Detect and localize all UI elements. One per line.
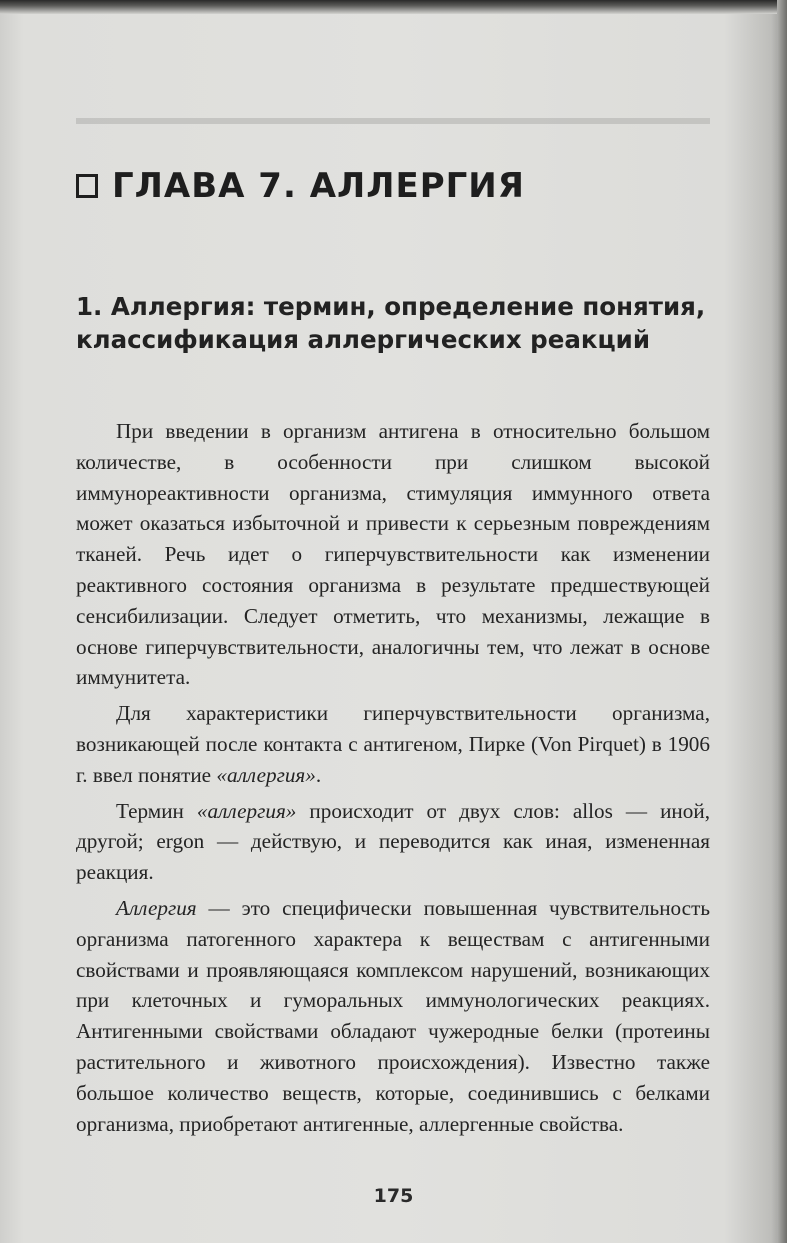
paragraph-4-text: — это специфически повышенная чувствительность организма патогенного характера к веществам с антигенными свойствами и проявляющаяся комплексом нарушений, возникающих при клеточных и гуморальных иммунологических реакциях. Антигенными свойствами обладают чужеродные белки (протеины растительного и животного происхождения). Известно также большое количество веществ, которые, соединившись с белками организма, приобретают антигенные, аллергенные свойства. [76, 895, 710, 1136]
page-number: 175 [373, 1185, 414, 1207]
paragraph-2 [76, 698, 710, 790]
paragraph-3-start: Термин [116, 798, 197, 823]
term-allergy: «аллергия» [216, 762, 316, 787]
header-rule [76, 118, 710, 124]
paragraph-2-end: . [315, 762, 322, 787]
term-allergy: «аллергия» [196, 798, 297, 823]
paragraph-1: При введении в организм антигена в относительно большом количестве, в особенности при слишком высокой иммунореактивности организма, стимуляция иммунного ответа может оказаться избыточной и привести к серьезным повреждениям тканей. Речь идет о гиперчувствительности как изменении реактивного состояния организма в результате предшествующей сенсибилизации. Следует отметить, что механизмы, лежащие в основе гиперчувствительности, аналогичны тем, что лежат в основе иммунитета. [76, 419, 710, 690]
paragraph-2-text: Для характеристики гиперчувствительности организма, возникающей после контакта с антигеном, Пирке (Von Pirquet) в 1906 г. ввел понятие [76, 701, 710, 787]
paragraph-3 [76, 796, 710, 888]
chapter-square-icon [76, 174, 98, 198]
chapter-title: ГЛАВА 7. АЛЛЕРГИЯ [112, 166, 525, 206]
page-binding-shadow [777, 0, 787, 1243]
term-allergy-definition: Аллергия [116, 895, 197, 920]
paragraph-4 [76, 893, 710, 1139]
chapter-heading [76, 166, 525, 206]
page-top-edge [0, 0, 787, 14]
paragraph-3-text: происходит от двух слов: allos — иной, другой; ergon — действую, и переводится как иная, измененная реакция. [76, 798, 710, 885]
body-text [76, 416, 710, 1139]
section-title: 1. Аллергия: термин, определение понятия, классификация аллергических реакций [76, 292, 706, 354]
